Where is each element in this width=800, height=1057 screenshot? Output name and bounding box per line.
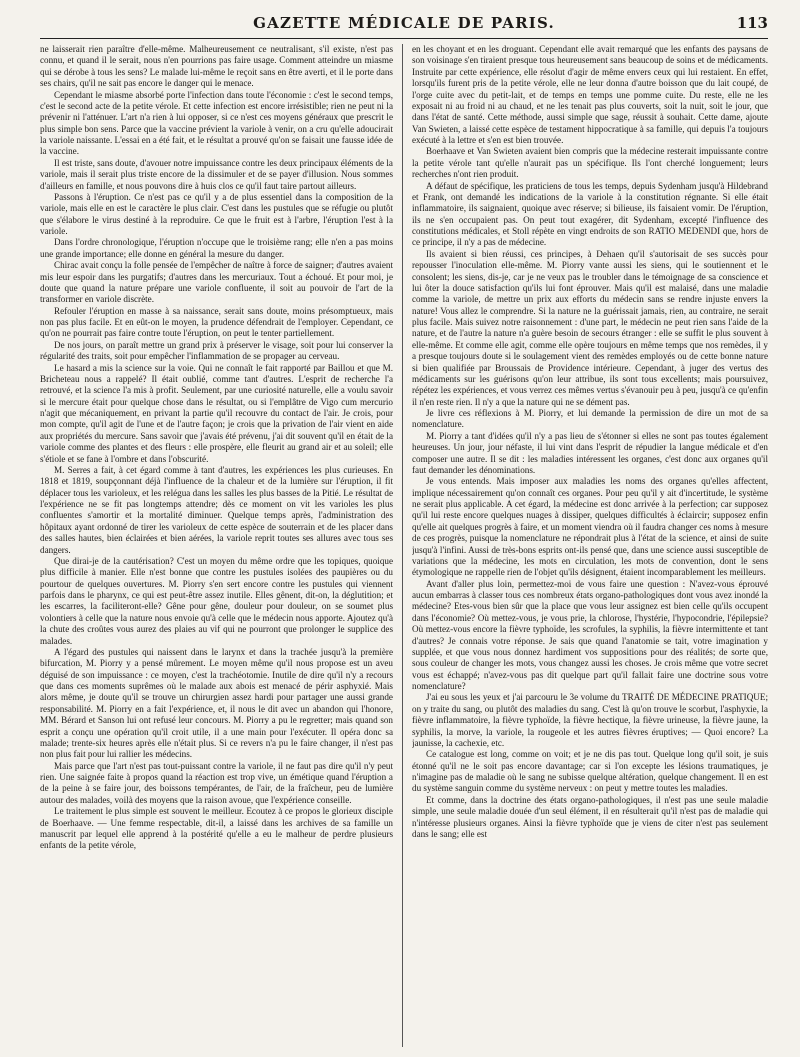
paragraph: Le hasard a mis la science sur la voie. Qui ne connaît le fait rapporté par Baillou et que M. Bricheteau nous a rappelé? Il était oublié, comme tant d'autres. L'esprit de recherche l'a retrouvé, et la science l'a mis à profit. Seulement, par une curiosité naturelle, elle a voulu savoir si le mercure était pour quelque chose dans le résultat, ou si l'emplâtre de Vigo cum mercurio n'agit que mécaniquement, en privant la partie qu'il recouvre du contact de l'air. Je crois, pour mon compte, qu'il agit de l'une et de l'autre façon; je crois que la privation de l'air vient en aide aux propriétés du mercure. Sans savoir que j'avais été prévenu, j'ai dit souvent qu'il en était de la variole comme des plantes et des fleurs : elle prospère, elle fleurit au grand air et au soleil; elle s'étiole et se fane à l'ombre et dans l'obscurité. [40, 362, 393, 464]
paragraph: Et comme, dans la doctrine des états organo-pathologiques, il n'est pas une seule maladie simple, une seule maladie douée d'un seul élément, il en résulterait qu'il n'est pas de maladie qui n'intéresse plusieurs organes. Ainsi la fièvre typhoïde que je viens de citer n'est pas seulement dans le sang; elle est [412, 794, 768, 839]
paragraph: ne laisserait rien paraître d'elle-même. Malheureusement ce neutralisant, s'il existe, n'est pas connu, et quand il le serait, nous n'en pourrions pas faire usage. Comment atteindre un miasme qui se dérobe à tous les sens? Le malade lui-même le reçoit sans en être averti, et il le porte dans ses chairs, qu'il ne sait pas encore le danger qui le menace. [40, 44, 393, 89]
paragraph: Avant d'aller plus loin, permettez-moi de vous faire une question : N'avez-vous éprouvé aucun embarras à classer tous ces nombreux états organo-pathologiques dont vous avez inondé la médecine? Etes-vous bien sûr que la place que vous leur assignez est bien celle qu'ils occupent dans l'économie? Où mettez-vous, je vous prie, la chlorose, l'hystérie, l'hypocondrie, l'épilepsie? Où mettez-vous encore la fièvre typhoïde, les scrofules, la syphilis, la fièvre intermittente et tant d'autres? Je connais votre réponse. Je sais que quand l'anatomie se tait, votre imagination y supplée, et que vous nous donnez hardiment vos suppositions pour des réalités; de sorte que, sous couleur de changer les mots, vous changez aussi les choses. Je crois même que votre secret vous est échappé; n'avez-vous pas dit quelque part qu'il fallait faire une doctrine sous votre nomenclature? [412, 578, 768, 691]
paragraph: Il est triste, sans doute, d'avouer notre impuissance contre les deux principaux éléments de la variole, mais il serait plus triste encore de la dissimuler et de se payer d'illusion. Nous sommes d'ailleurs en famille, et nous pouvons dire à huis clos ce qu'il faut taire partout ailleurs. [40, 157, 393, 191]
paragraph: Refouler l'éruption en masse à sa naissance, serait sans doute, moins présomptueux, mais non pas plus facile. Et en eût-on le moyen, la prudence défendrait de l'employer. Cependant, ce qu'on ne pourrait pas faire contre toute l'éruption, on peut le tenter partiellement. [40, 305, 393, 339]
paragraph: A l'égard des pustules qui naissent dans le larynx et dans la trachée jusqu'à la première bifurcation, M. Piorry y a pensé mûrement. Le moyen même qu'il nous propose est un aveu déguisé de son impuissance : ce moyen, c'est la trachéotomie. Inutile de dire qu'il n'y a recours que dans ces moments suprêmes où le malade aux abois est menacé de périr asphyxié. Mais alors même, je doute qu'il se trouve un chirurgien assez hardi pour partager une aussi grande responsabilité. M. Piorry en a fait l'expérience, et, il nous le dit avec un abandon qui l'honore, MM. Bérard et Sanson lui ont refusé leur concours. M. Piorry a pu le regretter; mais quand son esprit a conçu une opération qu'il croit utile, il a une main pour l'exécuter. Il opéra donc sa malade; trente-six heures après elle n'était plus. Si ce revers n'a pu le faire changer, il n'est pas non plus fait pour lui rallier les médecins. [40, 646, 393, 760]
paragraph: De nos jours, on paraît mettre un grand prix à préserver le visage, soit pour lui conserver la régularité des traits, soit pour empêcher l'inflammation de se propager au cerveau. [40, 339, 393, 362]
paragraph: Dans l'ordre chronologique, l'éruption n'occupe que le troisième rang; elle n'en a pas moins une grande importance; elle donne en général la mesure du danger. [40, 237, 393, 259]
paragraph: Je vous entends. Mais imposer aux maladies les noms des organes qu'elles affectent, implique nécessairement qu'on connaît ces organes. Pour peu qu'il y ait d'incertitude, le système ne serait plus applicable. A cet égard, la médecine est donc arrivée à la perfection; car supposez qu'il lui reste encore quelques nuages à dissiper, quelques difficultés à éclaircir; supposez enfin qu'elle ait quelques progrès à faire, et un moment viendra où il faudra changer ces noms à mesure de ces progrès, puisque la nomenclature ne répondrait plus à l'état de la science, et ainsi de suite jusqu'à l'infini. Aussi de très-bons esprits ont-ils pensé que, dans une science aussi susceptible de variations que la médecine, les mots en circulation, les mots de convention, dont le sens étymologique ne rappelle rien de l'objet qu'ils désignent, étaient incomparablement les meilleurs. [412, 476, 768, 578]
page-number: 113 [736, 14, 768, 32]
paragraph: Cependant le miasme absorbé porte l'infection dans toute l'économie : c'est le second temps, c'est le second acte de la petite vérole. Et cette infection est encore irrésistible; rien ne peut ni la prévenir ni l'atténuer. L'art n'a rien à lui opposer, si ce n'est ces moyens généraux que prescrit le plus simple bon sens. Parce que la vaccine prévient la variole à venir, on a cru qu'elle adoucirait la variole naissante. L'essai en a été fait, et le résultat a prouvé qu'on se faisait une fausse idée de la vaccine. [40, 89, 393, 157]
paragraph: M. Piorry a tant d'idées qu'il n'y a pas lieu de s'étonner si elles ne sont pas toutes également heureuses. Un jour, jour néfaste, il lui vint dans l'esprit de répudier la langue médicale et d'en composer une autre. Il se dit : les maladies intéressent les organes, c'est donc aux organes qu'il faut demander les dénominations. [412, 430, 768, 475]
running-title: GAZETTE MÉDICALE DE PARIS. [253, 14, 555, 32]
page-header [40, 14, 768, 36]
paragraph: A défaut de spécifique, les praticiens de tous les temps, depuis Sydenham jusqu'à Hildebrand et Frank, ont demandé les indications de la variole à la constitution régnante. Si elle était inflammatoire, ils saignaient, quoique avec réserve; si bilieuse, ils faisaient vomir. De l'éruption, ils ne s'en occupaient pas. On peut tout exagérer, dit Sydenham, excepté l'influence des constitutions médicales, et Stoll répète en vingt endroits de son RATIO MEDENDI que, hors de ce principe, il n'y a pas de médecine. [412, 180, 768, 248]
left-column [40, 44, 393, 1049]
paragraph: Que dirai-je de la cautérisation? C'est un moyen du même ordre que les topiques, quoique plus difficile à manier. Elle n'est bonne que contre les pustules isolées des paupières ou du pourtour de quelques ouvertures. M. Piorry s'en sert encore contre les pustules qui viennent parfois dans le pharynx, ce qui est peut-être assez inutile. Elles gênent, dit-on, la déglutition; et les escarres, la faciliteront-elle? Gêne pour gêne, douleur pour douleur, on se soumet plus volontiers à celle que la nature nous envoie qu'à celle que le médecin nous apporte. Ajoutez qu'à la chute des croûtes vous aurez des plaies au vif qui ne pourront que prolonger le supplice des malades. [40, 555, 393, 646]
paragraph: Mais parce que l'art n'est pas tout-puissant contre la variole, il ne faut pas dire qu'il n'y peut rien. Une saignée faite à propos quand la réaction est trop vive, un émétique quand l'éruption a de la peine à se faire jour, des boissons tempérantes, de l'air, de la fraîcheur, peu de lumière autour des malades, voilà des moyens que la raison avoue, que l'expérience conseille. [40, 760, 393, 805]
paragraph: en les choyant et en les droguant. Cependant elle avait remarqué que les enfants des paysans de son voisinage s'en tiraient presque tous heureusement sans beaucoup de soins et de médicaments. Instruite par cette expérience, elle résolut d'agir de même envers ceux qui lui restaient. En effet, lorsqu'ils furent pris de la petite vérole, elle ne leur donna d'autre boisson que du lait coupé, de l'orge cuite avec du petit-lait, et de temps en temps une pomme cuite. Du reste, elle ne les exposait ni au froid ni au chaud, et ne les tenait pas plus couverts, soit la nuit, soit le jour, que dans l'état de santé. Cette méthode, aussi simple que sage, réussit à souhait. Cette dame, ajoute Van Swieten, a laissé cette espèce de testament hippocratique à sa famille, qui depuis l'a toujours exécuté à la lettre et s'en est bien trouvée. [412, 44, 768, 145]
column-divider [402, 44, 403, 1047]
paragraph: Chirac avait conçu la folle pensée de l'empêcher de naître à force de saigner; d'autres avaient mis leur espoir dans les purgatifs; d'autres dans les mercuriaux. Tout a échoué. Et pour moi, je doute que quand la nature prépare une variole confluente, il soit au pouvoir de l'art de la transformer en variole discrète. [40, 260, 393, 305]
paragraph: Passons à l'éruption. Ce n'est pas ce qu'il y a de plus essentiel dans la composition de la variole, mais elle en est le caractère le plus clair. C'est dans les pustules que se réfugie ou plutôt que s'élabore le virus destiné à la reproduire. Ce que le fruit est à l'arbre, l'éruption l'est à la variole. [40, 191, 393, 236]
paragraph: Ils avaient si bien réussi, ces principes, à Dehaen qu'il s'autorisait de ses succès pour repousser l'inoculation elle-même. M. Piorry vante aussi les siens, qui le soutiennent et le consolent; les siens, dis-je, car je ne veux pas le troubler dans le témoignage de sa conscience et lui ôter la douce satisfaction qu'ils lui font éprouver. Mais qu'il est malaisé, dans une maladie comme la variole, de mettre un prix aux efforts du médecin sans se rendre injuste envers la nature! Vous allez le comprendre. Si la nature ne la guérissait jamais, rien, au contraire, ne serait plus facile. Mais suivez notre raisonnement : d'une part, le médecin ne peut rien sans l'aide de la nature, et de l'autre la nature n'a guère besoin de secours étranger : elle se suffit le plus souvent à elle-même. Et comme elle agit, comme elle opère toujours en même temps que nos remèdes, il y a presque toujours doute si le soulagement vient des remèdes employés ou de cette bonne nature si bien qualifiée par Broussais de Providence intérieure. Cependant, à juger des vertus des médicaments sur les guérisons qu'on leur attribue, ils sont tous excellents; mais poursuivez, répétez les expériences, et vous verrez ces mêmes vertus s'évanouir peu à peu, jusqu'à ce qu'enfin il n'en reste rien. Il n'y a que la nature qui ne se dément pas. [412, 248, 768, 407]
paragraph: M. Serres a fait, à cet égard comme à tant d'autres, les expériences les plus curieuses. En 1818 et 1819, soupçonnant déjà l'influence de la chaleur et de la lumière sur l'éruption, il fit déplacer tous les varioleux, et les relégua dans les salles les plus basses de la Pitié. Le résultat de l'expérience ne se fit pas longtemps attendre; dès ce moment on vit les varioles les plus confluentes s'amortir et la mortalité diminuer. Quelque temps après, l'administration des hôpitaux ayant ordonné de tirer les varioleux de cette espèce de souterrain et de les placer dans des salles hautes, bien éclairées et bien aérées, la variole reprit toutes ses allures avec tous ses dangers. [40, 464, 393, 555]
paragraph: Je livre ces réflexions à M. Piorry, et lui demande la permission de dire un mot de sa nomenclature. [412, 408, 768, 430]
right-column [412, 44, 768, 1049]
header-rule [40, 38, 768, 39]
paragraph: Ce catalogue est long, comme on voit; et je ne dis pas tout. Quelque long qu'il soit, je suis étonné qu'il ne le soit pas encore davantage; car si l'on excepte les lésions traumatiques, je n'imagine pas de maladie où le sang ne subisse quelque altération, quelque changement. Il en est du système sanguin comme du système nerveux : on peut y mettre toutes les maladies. [412, 749, 768, 794]
paragraph: Boerhaave et Van Swieten avaient bien compris que la médecine resterait impuissante contre la petite vérole tant qu'elle n'aurait pas un spécifique. Ils l'ont cherché longuement; leurs recherches n'ont rien produit. [412, 146, 768, 180]
paragraph: J'ai eu sous les yeux et j'ai parcouru le 3e volume du TRAITÉ DE MÉDECINE PRATIQUE; on y traite du sang, ou plutôt des maladies du sang. C'est là qu'on trouve le scorbut, l'asphyxie, la fièvre inflammatoire, la fièvre typhoïde, la fièvre hectique, la fièvre urineuse, la fièvre jaune, la syphilis, la morve, la variole, la rougeole et les autres fièvres éruptives; — Quoi encore? La jaunisse, la cachexie, etc. [412, 692, 768, 748]
paragraph: Le traitement le plus simple est souvent le meilleur. Ecoutez à ce propos le glorieux disciple de Boerhaave. — Une femme respectable, dit-il, a laissé dans les archives de sa famille un manuscrit par lequel elle apprend à la postérité qu'elle a eu le malheur de perdre plusieurs enfants de la petite vérole, [40, 806, 393, 851]
